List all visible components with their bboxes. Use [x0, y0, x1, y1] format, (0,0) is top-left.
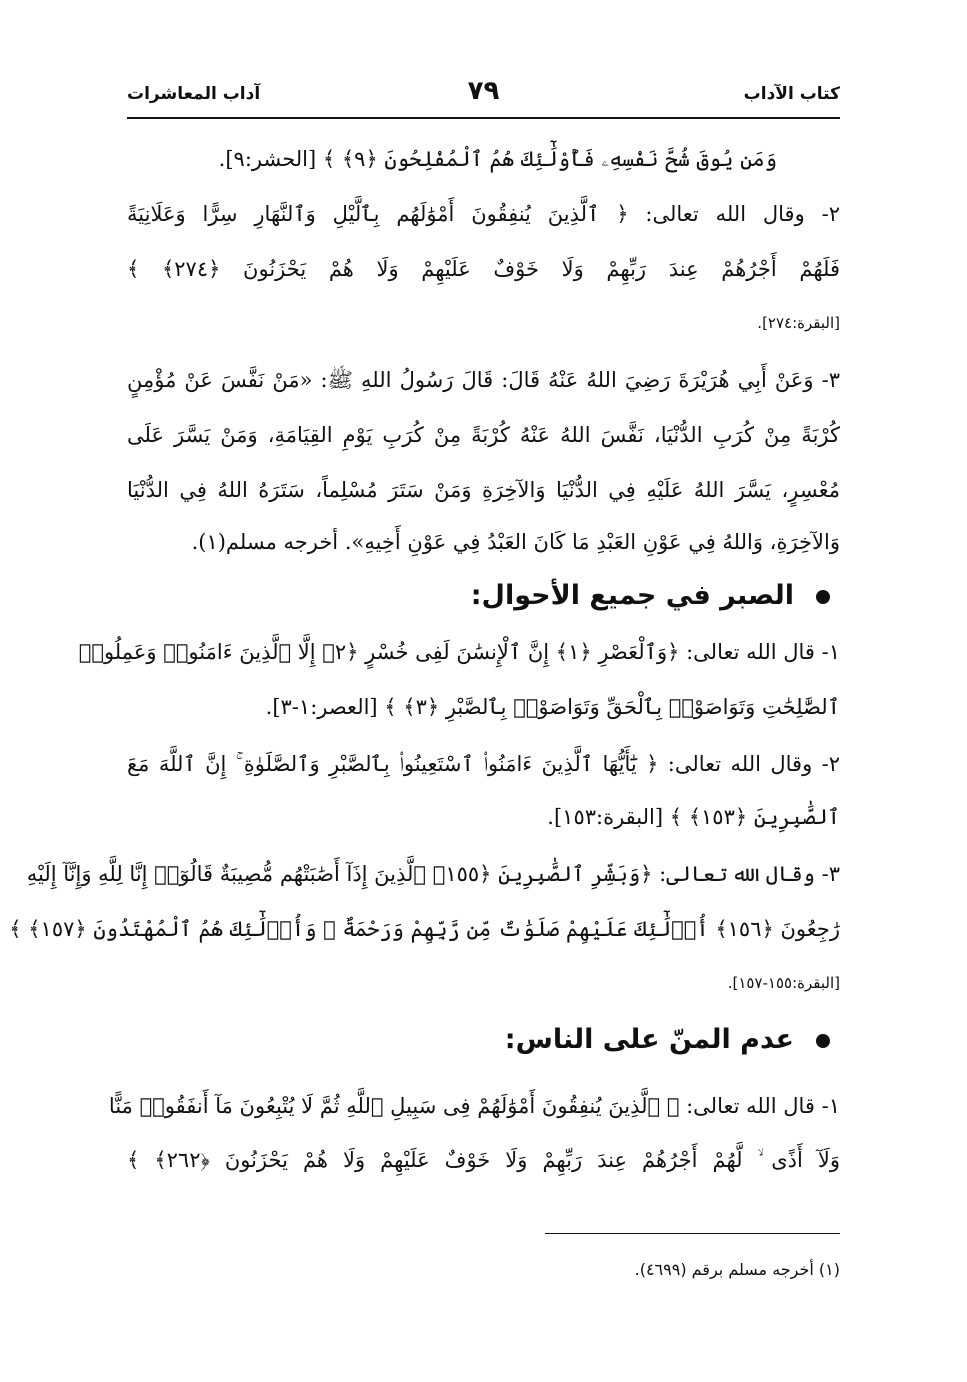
text-line: رَٰجِعُونَ ﴿١٥٦﴾ أُو۟لَٰٓئِكَ عَلَيْهِمْ صَلَوَٰتٌ مِّن رَّبِّهِمْ وَرَحْمَةٌ ۖ وَأُو۟لَٰٓئِكَ هُمُ ٱلْمُهْتَدُونَ ﴿١٥٧﴾ ﴾ — [9, 917, 840, 941]
citation: [البقرة:٢٧٤]. — [757, 314, 840, 332]
text-line: ١- قال الله تعالى: ﴿وَٱلْعَصْرِ ﴿١﴾ إِنَّ ٱلْإِنسَٰنَ لَفِى خُسْرٍ ﴿٢﴾ إِلَّا ٱلَّذِينَ ءَامَنُوا۟ وَعَمِلُوا۟ — [78, 640, 840, 664]
bullet-icon — [816, 590, 830, 604]
text-line: فَلَهُمْ أَجْرُهُمْ عِندَ رَبِّهِمْ وَلَا خَوْفٌ عَلَيْهِمْ وَلَا هُمْ يَحْزَنُونَ ﴿٢٧٤﴾ ﴾ — [127, 257, 840, 281]
text-line: ٣- وَعَنْ أَبِي هُرَيْرَةَ رَضِيَ اللهُ عَنْهُ قَالَ: قَالَ رَسُولُ اللهِ ﷺ: «مَنْ نَفَّسَ عَنْ مُؤْمِنٍ — [127, 368, 840, 392]
text-line: ١- قال الله تعالى: ﴿ ٱلَّذِينَ يُنفِقُونَ أَمْوَٰلَهُمْ فِى سَبِيلِ ٱللَّهِ ثُمَّ لَا يُتْبِعُونَ مَآ أَنفَقُوا۟ مَنًّا — [108, 1094, 840, 1118]
text-line: وَالآخِرَةِ، وَاللهُ فِي عَوْنِ العَبْدِ مَا كَانَ العَبْدُ فِي عَوْنِ أَخِيهِ». أخرجه مسلم(١). — [191, 530, 840, 554]
text-line: ٢- وقال الله تعالى: ﴿ ٱلَّذِينَ يُنفِقُونَ أَمْوَٰلَهُم بِٱلَّيْلِ وَٱلنَّهَارِ سِرًّا وَعَلَانِيَةً — [127, 202, 840, 226]
page-number: ٧٩ — [467, 76, 500, 106]
book-title: كتاب الآداب — [743, 84, 840, 104]
text-line: وَلَآ أَذًى ۙ لَّهُمْ أَجْرُهُمْ عِندَ رَبِّهِمْ وَلَا خَوْفٌ عَلَيْهِمْ وَلَا هُمْ يَحْزَنُونَ ﴿٢٦٢﴾ ﴾ — [127, 1148, 840, 1172]
section-heading: عدم المنّ على الناس: — [127, 1024, 840, 1055]
header-rule — [127, 117, 840, 119]
footnote: (١) أخرجه مسلم برقم (٤٦٩٩). — [634, 1260, 840, 1279]
text-line: مُعْسِرٍ، يَسَّرَ اللهُ عَلَيْهِ فِي الدُّنْيَا وَالآخِرَةِ وَمَنْ سَتَرَ مُسْلِماً، سَتَرَهُ اللهُ فِي الدُّنْيَا — [127, 478, 840, 502]
footnote-rule — [545, 1233, 840, 1234]
chapter-title: آداب المعاشرات — [127, 84, 261, 104]
text-line: ٱلصَّٰبِرِينَ ﴿١٥٣﴾ ﴾ [البقرة:١٥٣]. — [547, 805, 840, 829]
text-line: ٢- وقال الله تعالى: ﴿ يَٰٓأَيُّهَا ٱلَّذِينَ ءَامَنُوا۟ ٱسْتَعِينُوا۟ بِٱلصَّبْرِ وَٱلصَّلَوٰةِ ۚ إِنَّ ٱللَّهَ مَعَ — [127, 752, 840, 776]
bullet-icon — [816, 1034, 830, 1048]
text-line: وَمَن يُوقَ شُحَّ نَفْسِهِۦ فَأُوْلَٰٓئِكَ هُمُ ٱلْمُفْلِحُونَ ﴿٩﴾ ﴾ [الحشر:٩]. — [218, 147, 777, 171]
text-line: ٱلصَّٰلِحَٰتِ وَتَوَاصَوْا۟ بِٱلْحَقِّ وَتَوَاصَوْا۟ بِٱلصَّبْرِ ﴿٣﴾ ﴾ [العصر:١-٣]. — [265, 695, 840, 719]
text-line: كُرْبَةً مِنْ كُرَبِ الدُّنْيَا، نَفَّسَ اللهُ عَنْهُ كُرْبَةً مِنْ كُرَبِ يَوْمِ القِيَامَةِ، وَمَنْ يَسَّرَ عَلَى — [127, 423, 840, 447]
text-line: ٣- وقال الله تعالى: ﴿وَبَشِّرِ ٱلصَّٰبِرِينَ ﴿١٥٥﴾ ٱلَّذِينَ إِذَآ أَصَٰبَتْهُم مُّصِيبَةٌ قَالُوٓا۟ إِنَّا لِلَّهِ وَإِنَّآ إِلَيْهِ — [26, 862, 840, 886]
citation: [البقرة:١٥٥-١٥٧]. — [727, 974, 840, 992]
section-heading: الصبر في جميع الأحوال: — [127, 580, 840, 611]
